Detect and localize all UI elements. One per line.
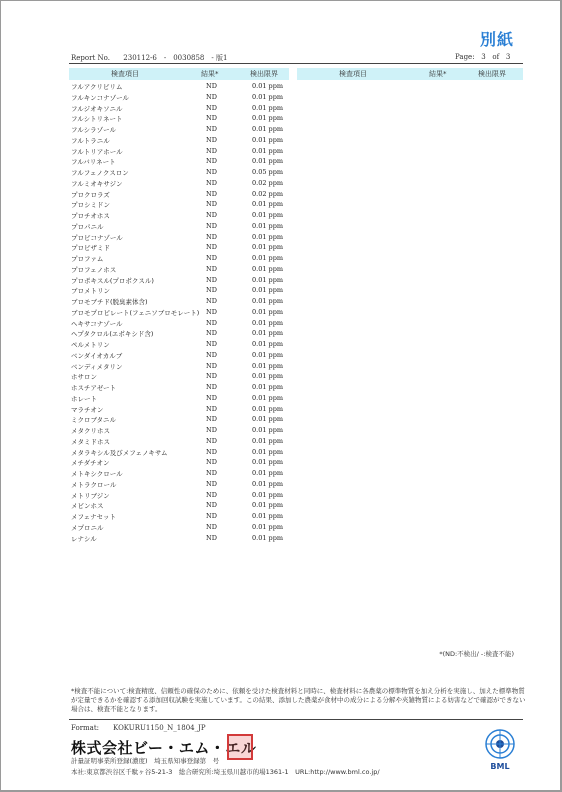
item-limit: 0.01 ppm xyxy=(252,350,284,359)
item-name: フルバリネート xyxy=(71,158,116,167)
col-result-header-2: 結果* xyxy=(429,70,447,78)
item-limit: 0.01 ppm xyxy=(252,211,284,219)
item-result: ND xyxy=(206,254,217,262)
item-result: ND xyxy=(206,501,217,510)
item-result: ND xyxy=(206,318,217,327)
item-name: メタラキシル及びメフェノキサム xyxy=(71,448,168,457)
item-name: レナシル xyxy=(71,534,97,543)
item-name: フルジオキソニル xyxy=(71,104,123,113)
item-limit: 0.01 ppm xyxy=(252,92,284,101)
table-row xyxy=(71,480,291,491)
item-name: メプロニル xyxy=(71,523,104,532)
item-name: メタクリホス xyxy=(71,427,110,435)
item-limit: 0.01 ppm xyxy=(252,372,284,381)
item-name: フルシトリネート xyxy=(71,115,123,124)
item-limit: 0.01 ppm xyxy=(252,479,284,488)
header-divider xyxy=(69,63,523,64)
item-name: ブロメトリン xyxy=(71,287,110,296)
item-result: ND xyxy=(206,146,217,155)
table-row xyxy=(71,136,291,147)
table-row xyxy=(71,222,291,233)
table-row xyxy=(71,372,291,383)
item-limit: 0.01 ppm xyxy=(252,297,284,305)
table-row xyxy=(71,308,291,319)
table-header-left xyxy=(69,68,289,80)
item-name: プロチオホス xyxy=(71,212,110,220)
col-limit-header: 検出限界 xyxy=(250,70,278,78)
item-limit: 0.02 ppm xyxy=(252,189,284,198)
item-result: ND xyxy=(206,82,217,90)
item-result: ND xyxy=(206,297,217,305)
item-result: ND xyxy=(206,103,217,112)
table-row xyxy=(71,523,291,534)
item-limit: 0.01 ppm xyxy=(252,533,284,542)
table-row xyxy=(71,415,291,426)
item-limit: 0.01 ppm xyxy=(252,232,284,241)
footer-divider xyxy=(69,719,523,720)
item-limit: 0.05 ppm xyxy=(252,168,284,176)
attachment-title: 別紙 xyxy=(479,30,514,49)
table-row xyxy=(71,297,291,308)
item-result: ND xyxy=(206,264,217,273)
page-indicator xyxy=(455,53,510,61)
item-name: メトリブジン xyxy=(71,491,110,500)
item-result: ND xyxy=(206,92,217,101)
table-row xyxy=(71,469,291,480)
item-limit: 0.01 ppm xyxy=(252,275,284,284)
item-result: ND xyxy=(206,243,217,252)
not-testable-note: *検査不能について:検査精度、信頼性の確保のために、依頼を受けた検査材料と同時に、検査材料に各農薬の標準物質を加え分析を実施し、加えた標準物質が定量できるかを確認する添加回収試験を実施しています。この結果、添加した農薬が食材中の成分による分解や夾雑物質による妨害などで確認ができない場合は、検査不能となります。 xyxy=(71,687,526,713)
table-row xyxy=(71,458,291,469)
table-row xyxy=(71,405,291,416)
item-name: メトラクロール xyxy=(71,480,117,489)
item-result: ND xyxy=(206,512,217,520)
item-limit: 0.01 ppm xyxy=(252,103,284,112)
item-name: フルアクリピリム xyxy=(71,83,123,91)
result-legend: *(ND:不検出/ -:検査不能) xyxy=(439,650,514,658)
company-name: 株式会社ビー・エム・エル xyxy=(71,739,257,757)
table-row xyxy=(71,254,291,265)
item-result: ND xyxy=(206,426,217,434)
item-limit: 0.01 ppm xyxy=(252,501,284,510)
format-value: KOKURU1150_N_1804_JP xyxy=(113,724,206,732)
item-result: ND xyxy=(206,200,217,209)
item-name: プロピザミド xyxy=(71,244,110,253)
company-seal-stamp xyxy=(227,734,253,760)
item-name: ブロモプロピレート(フェニソブロモレート) xyxy=(71,308,200,317)
item-limit: 0.01 ppm xyxy=(252,383,284,391)
item-limit: 0.01 ppm xyxy=(252,286,284,295)
item-result: ND xyxy=(206,479,217,488)
item-limit: 0.01 ppm xyxy=(252,264,284,273)
item-limit: 0.01 ppm xyxy=(252,361,284,370)
page-current: 3 xyxy=(481,53,486,61)
item-result: ND xyxy=(206,490,217,499)
item-name: ホサロン xyxy=(71,373,97,382)
item-limit: 0.01 ppm xyxy=(252,135,284,144)
page-of: of xyxy=(492,53,500,61)
item-name: プロファム xyxy=(71,255,104,263)
table-row xyxy=(71,157,291,168)
registration-line: 計量証明事業所登録(濃度) 埼玉県知事登録第 号 xyxy=(71,757,220,765)
item-limit: 0.01 ppm xyxy=(252,469,284,477)
item-result: ND xyxy=(206,114,217,123)
item-limit: 0.01 ppm xyxy=(252,490,284,499)
item-limit: 0.01 ppm xyxy=(252,146,284,155)
item-limit: 0.01 ppm xyxy=(252,426,284,434)
item-result: ND xyxy=(206,307,217,316)
table-row xyxy=(71,383,291,394)
page-total: 3 xyxy=(505,53,511,61)
item-name: メトキシクロール xyxy=(71,470,123,478)
item-limit: 0.02 ppm xyxy=(252,178,284,187)
item-name: ホレート xyxy=(71,394,97,403)
item-result: ND xyxy=(206,404,217,413)
bml-logo-icon xyxy=(479,728,521,762)
item-result: ND xyxy=(206,157,217,166)
item-limit: 0.01 ppm xyxy=(252,447,284,456)
item-name: ブロモブチド(脱臭素体含) xyxy=(71,298,148,306)
col-item-header-2: 検査項目 xyxy=(339,70,367,78)
item-name: ミクロブタニル xyxy=(71,416,117,425)
item-result: ND xyxy=(206,232,217,241)
table-row xyxy=(71,329,291,340)
item-name: メフェナセット xyxy=(71,513,117,521)
item-name: フルフェノクスロン xyxy=(71,169,129,177)
table-row xyxy=(71,265,291,276)
item-name: ベンディメタリン xyxy=(71,362,123,371)
item-limit: 0.01 ppm xyxy=(252,318,284,327)
bml-logo xyxy=(479,728,521,772)
col-limit-header-2: 検出限界 xyxy=(478,70,506,78)
item-result: ND xyxy=(206,189,217,198)
item-name: フルミオキサジン xyxy=(71,179,123,188)
item-name: プロシミドン xyxy=(71,201,110,210)
table-row xyxy=(71,491,291,502)
item-result: ND xyxy=(206,135,217,144)
item-result: ND xyxy=(206,361,217,370)
table-row xyxy=(71,319,291,330)
item-name: プロクロラズ xyxy=(71,190,110,199)
item-result: ND xyxy=(206,125,217,133)
report-number-value: 230112-6 - 0030858 - 版1 xyxy=(123,54,228,62)
item-name: プロパニル xyxy=(71,222,104,231)
table-row xyxy=(71,276,291,287)
item-limit: 0.01 ppm xyxy=(252,436,284,445)
item-limit: 0.01 ppm xyxy=(252,404,284,413)
item-result: ND xyxy=(206,383,217,391)
table-row xyxy=(71,104,291,115)
item-result: ND xyxy=(206,415,217,424)
item-limit: 0.01 ppm xyxy=(252,512,284,520)
table-row xyxy=(71,426,291,437)
item-result: ND xyxy=(206,340,217,348)
item-limit: 0.01 ppm xyxy=(252,340,284,348)
item-name: ヘキサコナゾール xyxy=(71,319,123,328)
table-row xyxy=(71,501,291,512)
table-row xyxy=(71,168,291,179)
item-limit: 0.01 ppm xyxy=(252,243,284,252)
table-row xyxy=(71,286,291,297)
item-name: メタミドホス xyxy=(71,437,110,446)
item-result: ND xyxy=(206,436,217,445)
col-item-header: 検査項目 xyxy=(111,70,139,78)
item-limit: 0.01 ppm xyxy=(252,393,284,402)
item-result: ND xyxy=(206,522,217,531)
item-name: マラチオン xyxy=(71,405,104,414)
table-row xyxy=(71,93,291,104)
table-row xyxy=(71,534,291,545)
table-row xyxy=(71,211,291,222)
item-limit: 0.01 ppm xyxy=(252,125,284,133)
table-row xyxy=(71,394,291,405)
table-row xyxy=(71,114,291,125)
item-limit: 0.01 ppm xyxy=(252,329,284,338)
format-label: Format: xyxy=(71,724,100,732)
item-limit: 0.01 ppm xyxy=(252,82,284,90)
table-row xyxy=(71,147,291,158)
item-limit: 0.01 ppm xyxy=(252,200,284,209)
page-label: Page: xyxy=(455,53,475,61)
report-page xyxy=(1,1,560,790)
item-result: ND xyxy=(206,533,217,542)
item-result: ND xyxy=(206,286,217,295)
item-name: ヘプタクロル(エポキシド含) xyxy=(71,330,154,339)
item-name: フルキンコナゾール xyxy=(71,93,129,102)
item-limit: 0.01 ppm xyxy=(252,221,284,230)
table-row xyxy=(71,179,291,190)
table-row xyxy=(71,243,291,254)
item-limit: 0.01 ppm xyxy=(252,522,284,531)
table-row xyxy=(71,200,291,211)
col-result-header: 結果* xyxy=(201,70,219,78)
item-result: ND xyxy=(206,275,217,284)
item-name: ベンダイオカルブ xyxy=(71,351,123,360)
table-row xyxy=(71,351,291,362)
item-result: ND xyxy=(206,458,217,467)
table-row xyxy=(71,448,291,459)
item-name: プロポキスル(プロポクスル) xyxy=(71,276,154,285)
item-name: フルトリアホール xyxy=(71,147,123,156)
item-result: ND xyxy=(206,168,217,176)
item-result: ND xyxy=(206,469,217,477)
item-limit: 0.01 ppm xyxy=(252,114,284,123)
item-limit: 0.01 ppm xyxy=(252,415,284,424)
item-result: ND xyxy=(206,211,217,219)
item-limit: 0.01 ppm xyxy=(252,307,284,316)
item-name: フルトラニル xyxy=(71,136,110,145)
item-name: フルシラゾール xyxy=(71,126,116,134)
table-row xyxy=(71,82,291,93)
item-limit: 0.01 ppm xyxy=(252,254,284,262)
format-line xyxy=(71,724,206,732)
item-name: プロピコナゾール xyxy=(71,233,123,242)
table-row xyxy=(71,362,291,373)
bml-logo-text: BML xyxy=(490,762,510,771)
table-header-right xyxy=(297,68,523,80)
item-name: メビンホス xyxy=(71,502,104,511)
table-row xyxy=(71,125,291,136)
report-label: Report No. xyxy=(71,54,110,62)
table-row xyxy=(71,233,291,244)
item-limit: 0.01 ppm xyxy=(252,458,284,467)
address-line: 本社:東京都渋谷区千駄ヶ谷5-21-3 総合研究所:埼玉県川越市的場1361-1 URL:http://www.bml.co.jp/ xyxy=(71,768,380,776)
table-row xyxy=(71,437,291,448)
item-result: ND xyxy=(206,350,217,359)
item-name: メチダチオン xyxy=(71,459,110,468)
item-result: ND xyxy=(206,447,217,456)
item-result: ND xyxy=(206,372,217,381)
item-name: プロフェノホス xyxy=(71,265,117,274)
table-row xyxy=(71,512,291,523)
report-number xyxy=(71,53,227,63)
item-result: ND xyxy=(206,221,217,230)
item-result: ND xyxy=(206,178,217,187)
table-row xyxy=(71,190,291,201)
item-result: ND xyxy=(206,329,217,338)
item-result: ND xyxy=(206,393,217,402)
item-limit: 0.01 ppm xyxy=(252,157,284,166)
table-row xyxy=(71,340,291,351)
item-name: ペルメトリン xyxy=(71,341,110,349)
item-name: ホスチアゼート xyxy=(71,384,117,392)
